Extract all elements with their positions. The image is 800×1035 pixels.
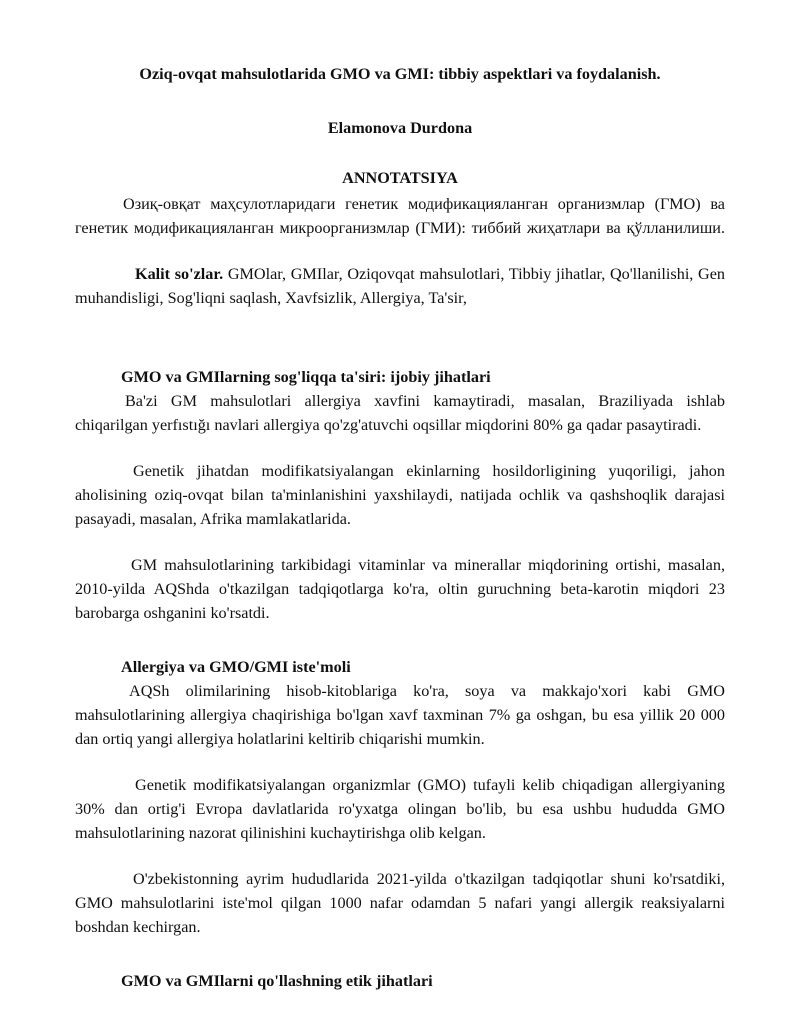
- section-heading-health-effects: GMO va GMIlarning sog'liqqa ta'siri: ijobiy jihatlari: [121, 368, 491, 386]
- paragraph: [75, 459, 725, 531]
- keywords-paragraph: [75, 262, 725, 310]
- paragraph: [75, 773, 725, 845]
- paragraph: [75, 679, 725, 751]
- paragraph: [75, 867, 725, 939]
- annotation-text: Озиқ-овқат маҳсулотларидаги генетик модификацияланган организмлар (ГМО) ва генетик модификацияланган микроорганизмлар (ГМИ): тиббий жиҳатлари ва қўлланилиши.: [75, 195, 725, 237]
- paragraph: [75, 389, 725, 437]
- paragraph: [75, 553, 725, 625]
- section-heading-ethics: GMO va GMIlarni qo'llashning etik jihatlari: [121, 972, 433, 990]
- document-title: Oziq-ovqat mahsulotlarida GMO va GMI: tibbiy aspektlari va foydalanish.: [139, 65, 661, 83]
- paragraph-text: Genetik jihatdan modifikatsiyalangan ekinlarning hosildorligining yuqoriligi, jahon aholisining oziq-ovqat bilan ta'minlanishini yaxshilaydi, natijada ochlik va qashshoqlik darajasi pasayadi, masalan, Afrika mamlakatlarida.: [75, 462, 725, 528]
- paragraph-text: AQSh olimilarining hisob-kitoblariga ko'ra, soya va makkajo'xori kabi GMO mahsulotlarining allergiya chaqirishiga bo'lgan xavf taxminan 7% ga oshgan, bu esa yillik 20 000 dan ortiq yangi allergiya holatlarini keltirib chiqarishi mumkin.: [75, 682, 725, 748]
- section-heading-allergy: Allergiya va GMO/GMI iste'moli: [121, 658, 351, 676]
- annotation-heading: ANNOTATSIYA: [342, 169, 458, 187]
- keywords-label: Kalit so'zlar.: [135, 265, 224, 283]
- document-page: [75, 62, 725, 993]
- keywords-text: GMOlar, GMIlar, Oziqovqat mahsulotlari, Tibbiy jihatlar, Qo'llanilishi, Gen muhandisligi, Sog'liqni saqlash, Xavfsizlik, Allergiya, Ta'sir,: [75, 265, 725, 307]
- paragraph-text: Ba'zi GM mahsulotlari allergiya xavfini kamaytiradi, masalan, Braziliyada ishlab chiqarilgan yerfıstığı navlari allergiya qo'zg'atuvchi oqsillar miqdorini 80% ga qadar pasaytiradi.: [75, 392, 725, 434]
- paragraph-text: O'zbekistonning ayrim hududlarida 2021-yilda o'tkazilgan tadqiqotlar shuni ko'rsatdiki, GMO mahsulotlarini iste'mol qilgan 1000 nafar odamdan 5 nafari yangi allergik reaksiyalarni boshdan kechirgan.: [75, 870, 725, 936]
- paragraph-text: Genetik modifikatsiyalangan organizmlar (GMO) tufayli kelib chiqadigan allergiyaning 30% dan ortig'i Evropa davlatlarida ro'yxatga olingan bo'lib, bu esa ushbu hududda GMO mahsulotlarining nazorat qilinishini kuchaytirishga olib kelgan.: [75, 776, 725, 842]
- paragraph-text: GM mahsulotlarining tarkibidagi vitaminlar va minerallar miqdorining ortishi, masalan, 2010-yilda AQShda o'tkazilgan tadqiqotlarga ko'ra, oltin guruchning beta-karotin miqdori 23 barobarga oshganini ko'rsatdi.: [75, 556, 725, 622]
- author-name: Elamonova Durdona: [327, 119, 473, 137]
